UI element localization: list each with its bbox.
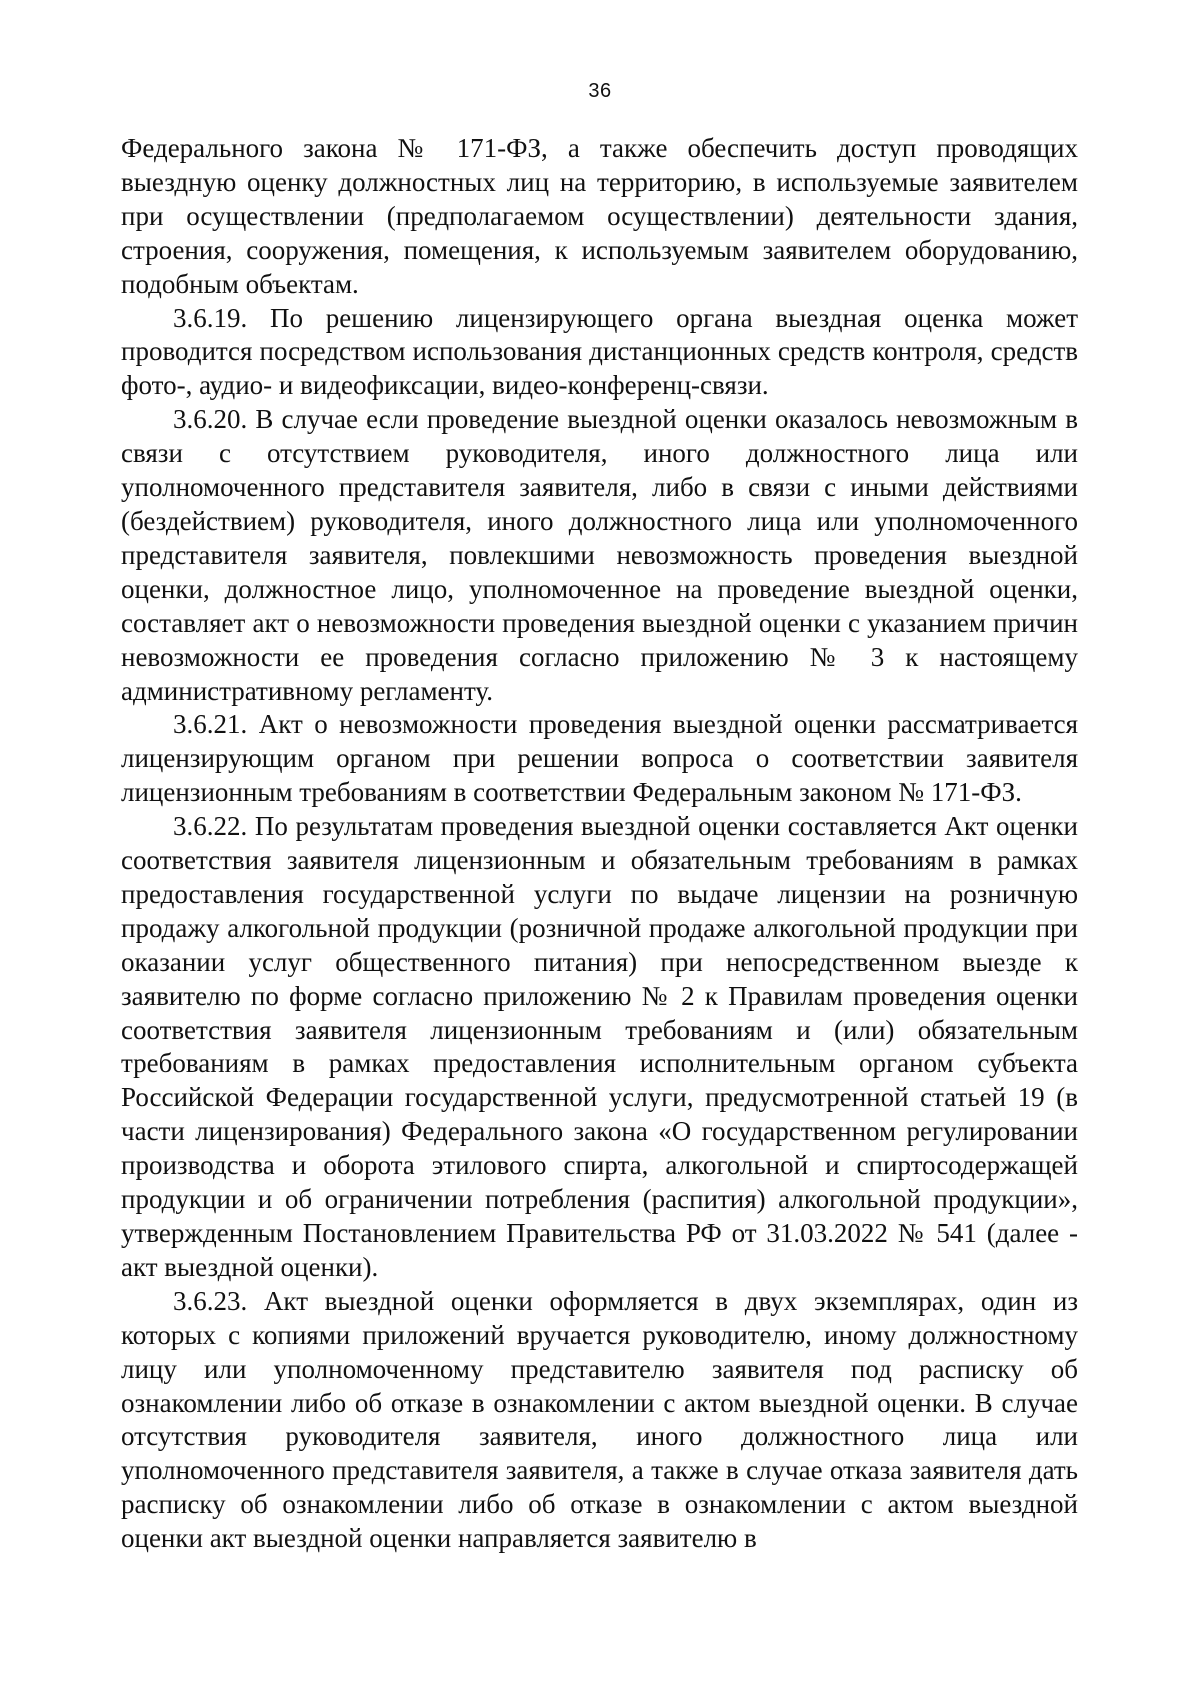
paragraph-3-6-21: 3.6.21. Акт о невозможности проведения выездной оценки рассматривается лицензирующим органом при решении вопроса о соответствии заявителя лицензионным требованиям в соответствии Федеральным законом № 171-ФЗ. <box>121 709 1078 808</box>
paragraph-3-6-23: 3.6.23. Акт выездной оценки оформляется в двух экземплярах, один из которых с копиями приложений вручается руководителю, иному должностному лицу или уполномоченному представителю заявителя под расписку об ознакомлении либо об отказе в ознакомлении с актом выездной оценки. В случае отсутствия руководителя заявителя, иного должностного лица или уполномоченного представителя заявителя, а также в случае отказа заявителя дать расписку об ознакомлении либо об отказе в ознакомлении с актом выездной оценки акт выездной оценки направляется заявителю в <box>121 1285 1078 1554</box>
paragraph-continuation: Федерального закона № 171-ФЗ, а также обеспечить доступ проводящих выездную оценку должностных лиц на территорию, в используемые заявителем при осуществлении (предполагаемом осуществлении) деятельности здания, строения, сооружения, помещения, к используемым заявителем оборудованию, подобным объектам. <box>121 133 1078 299</box>
page-number: 36 <box>588 80 612 102</box>
document-body <box>121 132 1078 1556</box>
paragraph-3-6-22: 3.6.22. По результатам проведения выездной оценки составляется Акт оценки соответствия заявителя лицензионным и обязательным требованиям в рамках предоставления государственной услуги по выдаче лицензии на розничную продажу алкогольной продукции (розничной продаже алкогольной продукции при оказании услуг общественного питания) при непосредственном выезде к заявителю по форме согласно приложению № 2 к Правилам проведения оценки соответствия заявителя лицензионным требованиям и (или) обязательным требованиям в рамках предоставления исполнительным органом субъекта Российской Федерации государственной услуги, предусмотренной статьей 19 (в части лицензирования) Федерального закона «О государственном регулировании производства и оборота этилового спирта, алкогольной и спиртосодержащей продукции и об ограничении потребления (распития) алкогольной продукции», утвержденным Постановлением Правительства РФ от 31.03.2022 № 541 (далее - акт выездной оценки). <box>121 811 1078 1282</box>
paragraph-3-6-19: 3.6.19. По решению лицензирующего органа выездная оценка может проводится посредством использования дистанционных средств контроля, средств фото-, аудио- и видеофиксации, видео-конференц-связи. <box>121 302 1078 401</box>
paragraph-3-6-20: 3.6.20. В случае если проведение выездной оценки оказалось невозможным в связи с отсутствием руководителя, иного должностного лица или уполномоченного представителя заявителя, либо в связи с иными действиями (бездействием) руководителя, иного должностного лица или уполномоченного представителя заявителя, повлекшими невозможность проведения выездной оценки, должностное лицо, уполномоченное на проведение выездной оценки, составляет акт о невозможности проведения выездной оценки с указанием причин невозможности ее проведения согласно приложению № 3 к настоящему административному регламенту. <box>121 404 1078 706</box>
